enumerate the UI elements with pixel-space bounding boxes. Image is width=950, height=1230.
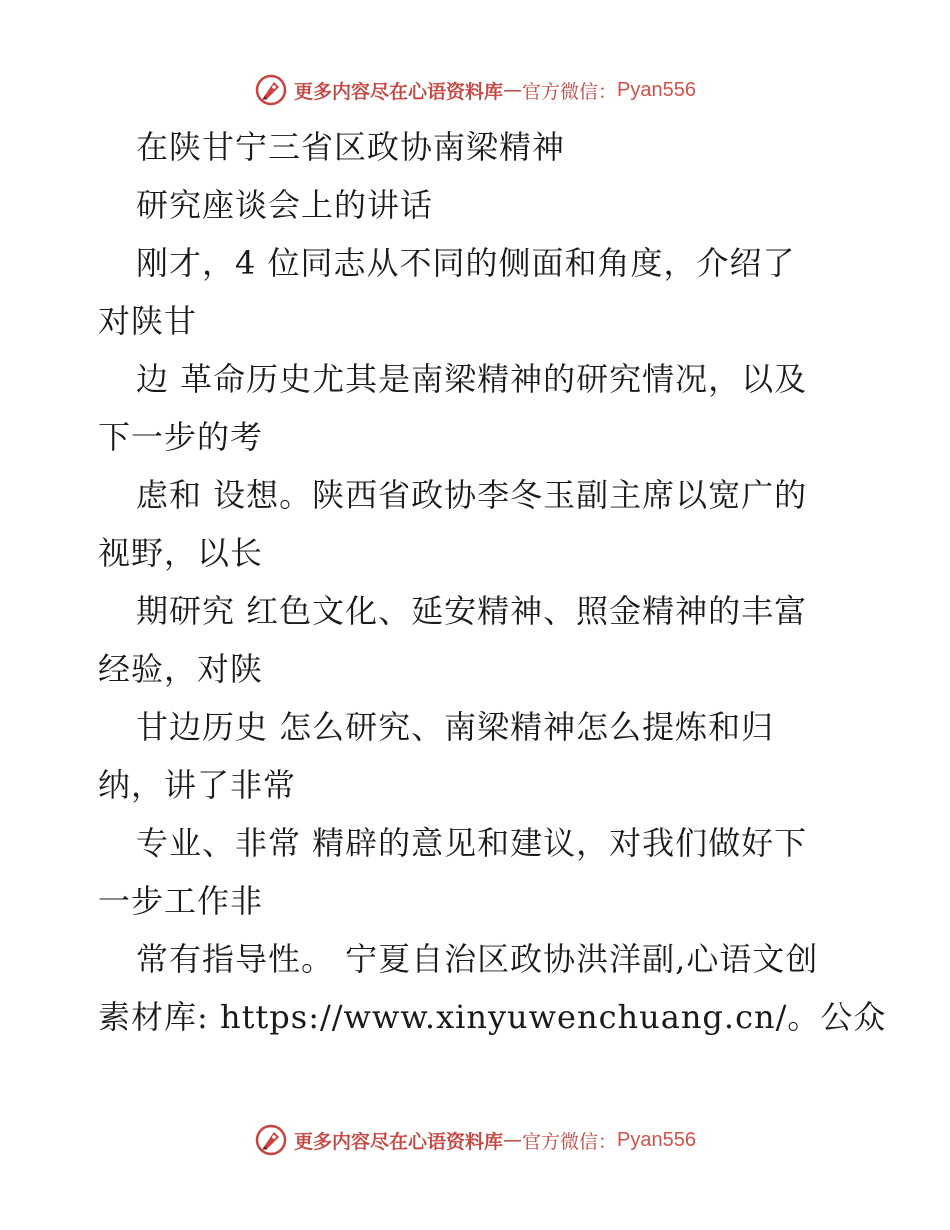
text-line: 专业、非常 精辟的意见和建议，对我们做好下 [136, 824, 808, 862]
header-wechat-label: 官方微信： [522, 80, 618, 103]
pen-nib-logo-icon [254, 1123, 288, 1157]
text-line: 一步工作非 [98, 882, 264, 920]
document-body [98, 118, 887, 1046]
footer-banner [0, 1120, 950, 1160]
text-line: 常有指导性。 宁夏自治区政协洪洋副,心语文创 [136, 940, 819, 978]
footer-dash: — [503, 1129, 523, 1151]
text-line: 研究座谈会上的讲话 [136, 186, 434, 224]
text-line: 在陕甘宁三省区政协南梁精神 [136, 128, 566, 166]
header-wechat-handle: Pyan556 [617, 78, 696, 101]
header-dash: — [503, 79, 523, 101]
text-line: 甘边历史 怎么研究、南梁精神怎么提炼和归 [136, 708, 775, 746]
text-line: 边 革命历史尤其是南梁精神的研究情况，以及 [136, 360, 808, 398]
text-line: 视野，以长 [98, 534, 264, 572]
text-line: 下一步的考 [98, 418, 264, 456]
footer-wechat-handle: Pyan556 [617, 1128, 696, 1151]
header-promo-text: 更多内容尽在心语资料库 [294, 80, 504, 103]
text-line: 对陕甘 [98, 302, 198, 340]
footer-promo-text: 更多内容尽在心语资料库 [294, 1130, 504, 1153]
text-line: 虑和 设想。陕西省政协李冬玉副主席以宽广的 [136, 476, 808, 514]
text-line: 素材库: https://www.xinyuwenchuang.cn/。公众 [98, 998, 887, 1036]
text-line: 经验，对陕 [98, 650, 264, 688]
text-line: 刚才，4 位同志从不同的侧面和角度，介绍了 [136, 244, 796, 282]
pen-nib-logo-icon [254, 73, 288, 107]
footer-wechat-label: 官方微信： [522, 1130, 618, 1153]
text-line: 纳，讲了非常 [98, 766, 297, 804]
text-line: 期研究 红色文化、延安精神、照金精神的丰富 [136, 592, 808, 630]
header-banner [0, 70, 950, 110]
